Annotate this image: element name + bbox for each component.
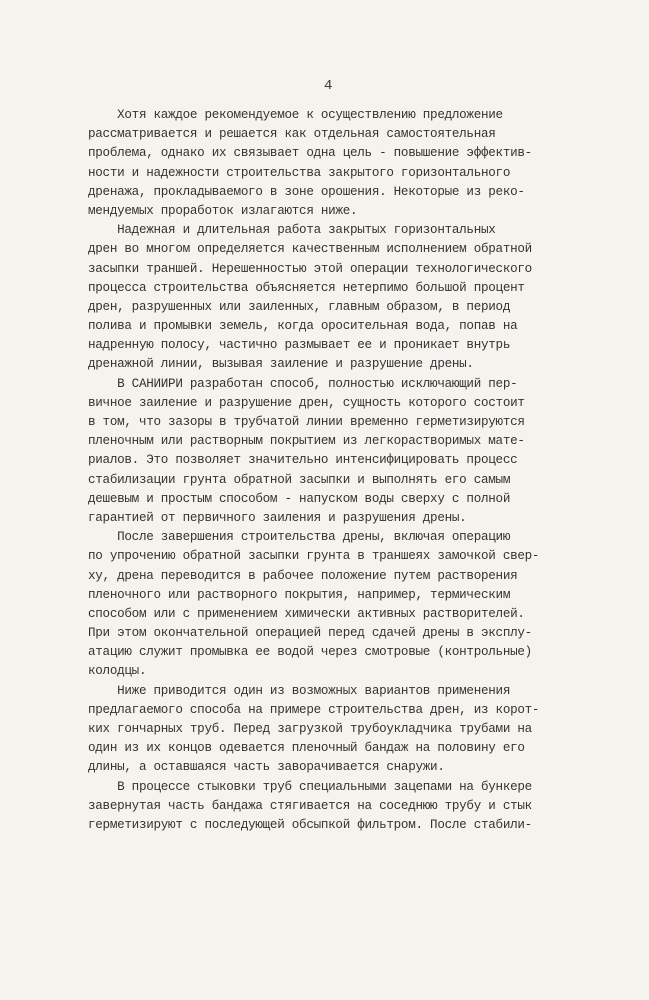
text-line: предлагаемого способа на примере строительства дрен, из корот- (88, 702, 540, 717)
text-line: дрен, разрушенных или заиленных, главным образом, в период (88, 299, 511, 314)
text-line: герметизируют с последующей обсыпкой фильтром. После стабили- (88, 817, 532, 832)
text-line: дренажной линии, вызывая заиление и разрушение дрены. (88, 357, 474, 372)
text-line: атацию служит промывка ее водой через смотровые (контрольные) (88, 645, 532, 660)
text-line: надренную полосу, частично размывает ее и проникает внутрь (88, 338, 511, 353)
text-line: способом или с применением химически активных растворителей. (88, 606, 525, 621)
text-line: вичное заиление и разрушение дрен, сущность которого состоит (88, 395, 525, 410)
text-line: завернутая часть бандажа стягивается на соседнюю трубу и стык (88, 798, 532, 813)
text-line: гарантией от первичного заиления и разрушения дрены. (88, 510, 467, 525)
text-line: риалов. Это позволяет значительно интенсифицировать процесс (88, 453, 518, 468)
text-line: проблема, однако их связывает одна цель - повышение эффектив- (88, 146, 532, 161)
text-line: засыпки траншей. Нерешенностью этой операции технологического (88, 261, 532, 276)
text-line: Ниже приводится один из возможных вариантов применения (88, 683, 511, 698)
text-line: В процессе стыковки труб специальными зацепами на бункере (88, 779, 532, 794)
text-line: дешевым и простым способом - напуском воды сверху с полной (88, 491, 511, 506)
text-line: пленочным или растворным покрытием из легкорастворимых мате- (88, 434, 525, 449)
text-line: длины, а оставшаяся часть заворачивается снаружи. (88, 760, 445, 775)
text-line: по упрочению обратной засыпки грунта в траншеях замочкой свер- (88, 549, 540, 564)
page-number: 4 (324, 78, 333, 94)
body-text (88, 106, 588, 835)
text-line: один из их концов одевается пленочный бандаж на половину его (88, 741, 525, 756)
text-line: После завершения строительства дрены, включая операцию (88, 530, 511, 545)
text-line: колодцы. (88, 664, 147, 679)
text-line: дрен во многом определяется качественным исполнением обратной (88, 242, 532, 257)
text-line: мендуемых проработок излагаются ниже. (88, 203, 358, 218)
text-line: В САНИИРИ разработан способ, полностью исключающий пер- (88, 376, 518, 391)
text-line: в том, что зазоры в трубчатой линии временно герметизируются (88, 415, 525, 429)
text-line: ности и надежности строительства закрытого горизонтального (88, 165, 511, 180)
text-line: пленочного или растворного покрытия, например, термическим (88, 587, 511, 602)
text-line: ких гончарных труб. Перед загрузкой трубоукладчика трубами на (88, 722, 532, 736)
text-line: рассматривается и решается как отдельная самостоятельная (88, 127, 496, 142)
text-line: При этом окончательной операцией перед сдачей дрены в эксплу- (88, 626, 532, 641)
text-line: ху, дрена переводится в рабочее положение путем растворения (88, 568, 518, 583)
text-line: Надежная и длительная работа закрытых горизонтальных (88, 223, 496, 238)
text-line: дренажа, прокладываемого в зоне орошения. Некоторые из реко- (88, 184, 525, 199)
text-line: стабилизации грунта обратной засыпки и выполнять его самым (88, 472, 511, 487)
text-line: Хотя каждое рекомендуемое к осуществлению предложение (88, 108, 503, 122)
text-line: полива и промывки земель, когда оросительная вода, попав на (88, 319, 518, 334)
text-line: процесса строительства объясняется нетерпимо большой процент (88, 280, 525, 295)
